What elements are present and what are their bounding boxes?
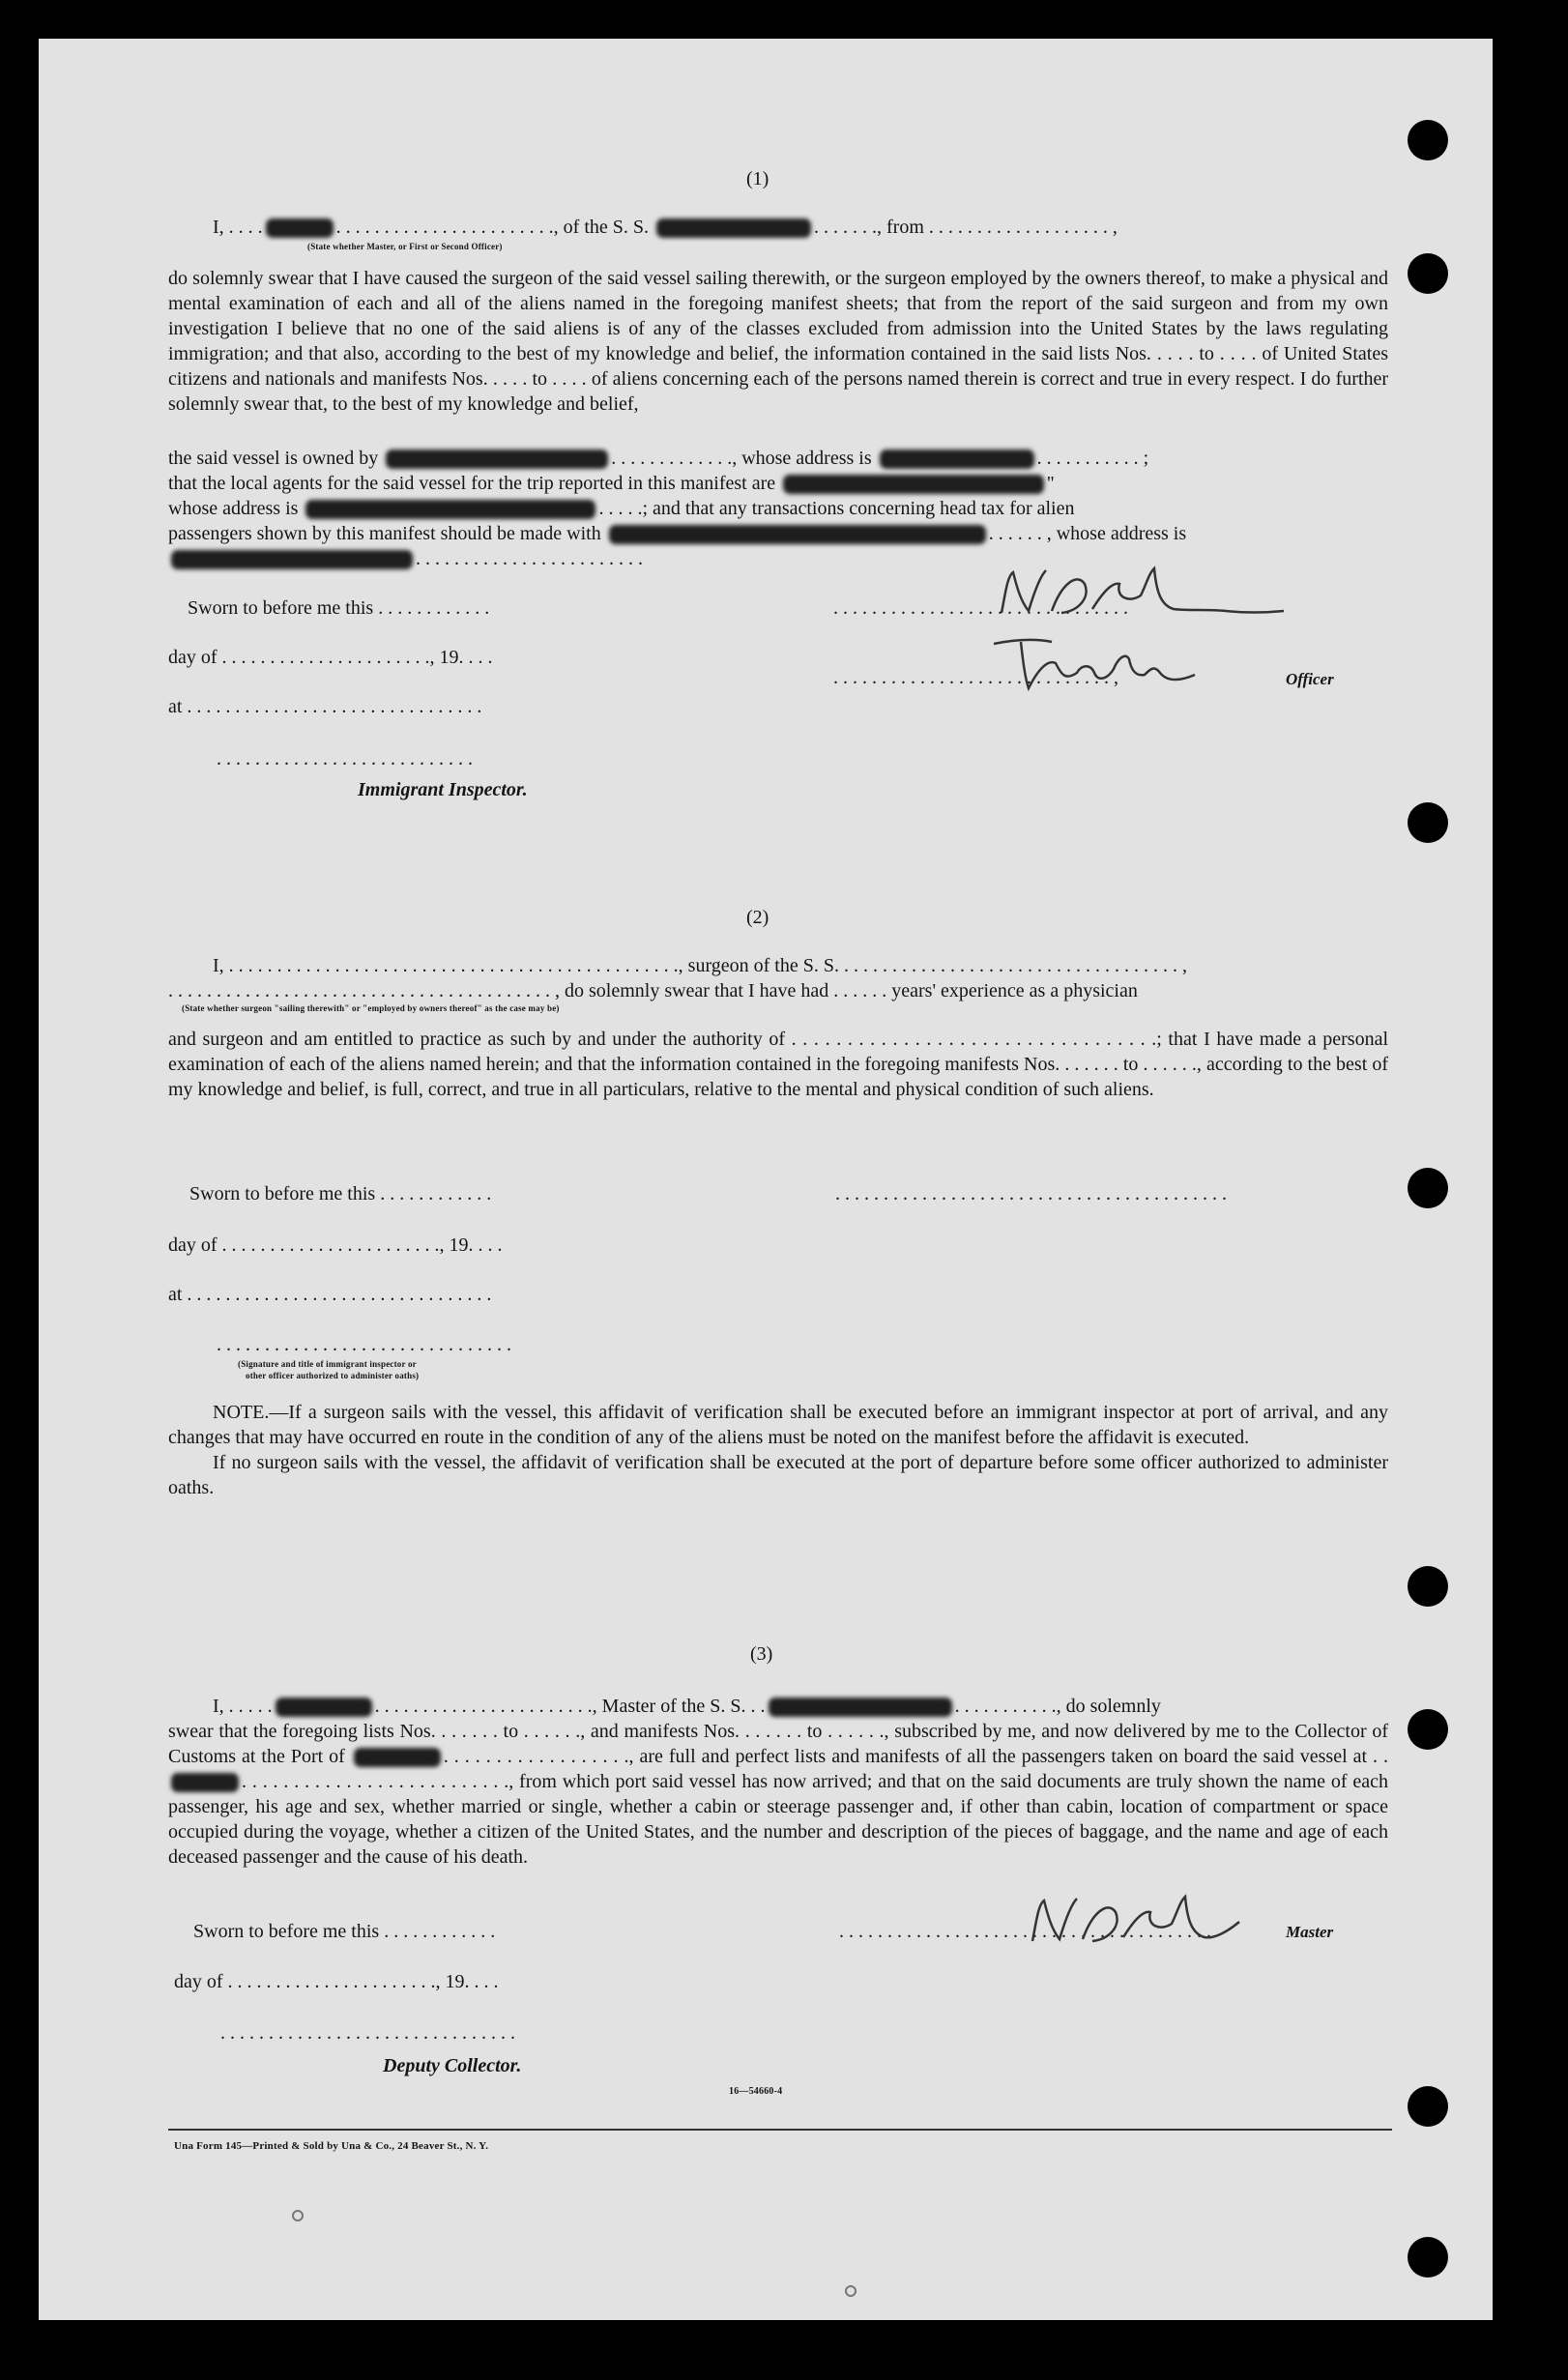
inspector-title: Immigrant Inspector. <box>358 779 528 800</box>
paper-speck <box>845 2285 857 2297</box>
manifest-affidavit-page <box>39 39 1493 2320</box>
day-line: day of . . . . . . . . . . . . . . . . . . . . . ., 19. . . . <box>174 1971 499 1992</box>
punch-hole <box>1408 120 1448 160</box>
redacted-ship <box>656 218 811 238</box>
surgeon-note: (State whether surgeon "sailing therewith" or "employed by owners thereof" as the case may be) <box>182 1003 560 1013</box>
signature-dots: . . . . . . . . . . . . . . . . . . . . . . . . . . . . . . . <box>833 597 1128 619</box>
section-number: (1) <box>746 168 769 189</box>
officer-title: Officer <box>1286 670 1334 688</box>
master-dots: . . . . . . . . . . . . . . . . . . . . . . . . . . . . . . . . . . . . . . . <box>839 1921 1211 1942</box>
redacted-ship <box>769 1698 952 1717</box>
master-signature <box>1025 1883 1315 1960</box>
officer-dots: . . . . . . . . . . . . . . . . . . . . . . . . . . . . . , <box>833 667 1118 688</box>
collector-dots: . . . . . . . . . . . . . . . . . . . . . . . . . . . . . . . <box>220 2022 515 2044</box>
sworn-line: Sworn to before me this . . . . . . . . . . . . <box>188 597 490 619</box>
section-number: (2) <box>746 907 769 928</box>
punch-hole <box>1408 1168 1448 1208</box>
redacted-agents-address <box>305 500 595 519</box>
surgeon-line: I, . . . . . . . . . . . . . . . . . . . . . . . . . . . . . . . . . . . . . . . . . . . . . . ., surgeon of the S. S. . . . . . . . . . . . . . . . . . . . . . . . . . . . . . . . . . . . , <box>213 955 1187 976</box>
agents-line: that the local agents for the said vessel for the trip reported in this manifest are '' <box>168 473 1055 494</box>
printer-imprint: Una Form 145—Printed & Sold by Una & Co., 24 Beaver St., N. Y. <box>174 2140 489 2152</box>
day-line: day of . . . . . . . . . . . . . . . . . . . . . ., 19. . . . <box>168 647 493 668</box>
punch-hole <box>1408 2086 1448 2127</box>
sworn-line: Sworn to before me this . . . . . . . . . . . . <box>189 1183 492 1205</box>
redacted-port <box>354 1748 441 1767</box>
punch-hole <box>1408 802 1448 843</box>
at-line: at . . . . . . . . . . . . . . . . . . . . . . . . . . . . . . . <box>168 696 482 717</box>
form-code: 16—54660-4 <box>729 2086 783 2097</box>
day-line: day of . . . . . . . . . . . . . . . . . . . . . . ., 19. . . . <box>168 1234 503 1256</box>
head-tax-line: passengers shown by this manifest should be made with . . . . . . , whose address is <box>168 523 1187 544</box>
redacted-agents <box>783 475 1044 494</box>
owner-line: the said vessel is owned by . . . . . . . . . . . . ., whose address is . . . . . . . . . . . ; <box>168 448 1149 469</box>
punch-hole <box>1408 253 1448 294</box>
signature-dots: . . . . . . . . . . . . . . . . . . . . . . . . . . . . . . . <box>217 1334 511 1355</box>
at-line: at . . . . . . . . . . . . . . . . . . . . . . . . . . . . . . . . <box>168 1284 492 1305</box>
agents-address-line: whose address is . . . . .; and that any transactions concerning head tax for alien <box>168 498 1075 519</box>
paper-speck <box>292 2210 304 2221</box>
note-block: NOTE.—If a surgeon sails with the vessel, this affidavit of verification shall be executed before an immigrant inspector at port of arrival, and any changes that may have occurred en route in the condition of any of the aliens must be noted on the manifest before the affidavit is executed. If no surgeon sails with the vessel, the affidavit of verification shall be executed at the port of departure before some officer authorized to administer oaths. <box>168 1402 1388 1498</box>
redacted-origin <box>171 1773 239 1792</box>
signature-note: (Signature and title of immigrant inspector or <box>238 1359 417 1369</box>
surgeon-signature-dots: . . . . . . . . . . . . . . . . . . . . . . . . . . . . . . . . . . . . . . . . . <box>835 1183 1227 1205</box>
punch-hole <box>1408 2237 1448 2278</box>
head-tax-address-line: . . . . . . . . . . . . . . . . . . . . . . . . <box>168 546 643 571</box>
signature-note: other officer authorized to administer oaths) <box>246 1371 420 1380</box>
rank-signature <box>984 630 1274 698</box>
redacted-owner <box>386 450 608 469</box>
punch-hole <box>1408 1566 1448 1607</box>
redacted-head-tax-agent <box>609 525 986 544</box>
master-signature <box>984 555 1313 632</box>
master-title: Master <box>1286 1923 1334 1941</box>
redacted-name <box>276 1698 372 1717</box>
master-body: swear that the foregoing lists Nos. . . . . . . to . . . . . ., and manifests Nos. . . . . . . to . . . . . ., subscribed by me, and now delivered by me to the Collector of Customs at the Port of . . . . . . . . . . . . . . . . . ., are full and perfect lists and manifests of all the passengers taken on board the said vessel at . .. . . . . . . . . . . . . . . . . . . . . . . . . ., from which port said vessel has now arrived; and that on the said documents are truly shown the name of each passenger, his age and sex, whether married or single, whether a cabin or steerage passenger and, if other than cabin, location of compartment or space occupied during the voyage, whether a citizen of the United States, and the number and description of the pieces of baggage, and the name and age of each deceased passenger and the cause of his death. <box>168 1721 1389 1868</box>
redacted-head-tax-address <box>171 550 413 569</box>
redacted-owner-address <box>880 450 1034 469</box>
footer-rule <box>168 2129 1392 2131</box>
redacted-name <box>266 218 334 238</box>
officer-note: (State whether Master, or First or Second Officer) <box>307 242 503 251</box>
inspector-dots: . . . . . . . . . . . . . . . . . . . . . . . . . . . <box>217 748 473 769</box>
punch-hole <box>1408 1709 1448 1750</box>
sworn-line: Sworn to before me this . . . . . . . . . . . . <box>193 1921 496 1942</box>
master-oath-line: I, . . . . . . . . . . . . . . . . . . . . . . . . . . ., of the S. S. . . . . . . ., from . . . . . . . . . . . . . . . . . . . , <box>213 217 1118 238</box>
surgeon-experience-line: . . . . . . . . . . . . . . . . . . . . . . . . . . . . . . . . . . . . . . . . , do solemnly swear that I have had . . . . . . years' experience as a physician <box>168 980 1138 1001</box>
oath-body: do solemnly swear that I have caused the surgeon of the said vessel sailing therewith, or the surgeon employed by the owners thereof, to make a physical and mental examination of each and all of the aliens named in the foregoing manifest sheets; that from the report of the said surgeon and from my own investigation I believe that no one of the said aliens is of any of the classes excluded from admission into the United States by the laws regulating immigration; and that also, according to the best of my knowledge and belief, the information contained in the said lists Nos. . . . . to . . . . of United States citizens and nationals and manifests Nos. . . . . to . . . . of aliens concerning each of the persons named therein is correct and true in every respect. I do further solemnly swear that, to the best of my knowledge and belief, <box>168 268 1388 415</box>
surgeon-body: and surgeon and am entitled to practice as such by and under the authority of . . . . . . . . . . . . . . . . . . . . . . . . . . . . . . . . .; that I have made a personal examination of each of the aliens named herein; and that the information contained in the foregoing manifests Nos. . . . . . . to . . . . . ., according to the best of my knowledge and belief, is full, correct, and true in all particulars, relative to the mental and physical condition of such aliens. <box>168 1029 1388 1100</box>
master-line: I, . . . . . . . . . . . . . . . . . . . . . . . . . . . ., Master of the S. S. . . . . . . . . . . . . ., do solemnly <box>213 1696 1161 1717</box>
section-number: (3) <box>750 1643 773 1665</box>
collector-title: Deputy Collector. <box>383 2055 522 2076</box>
